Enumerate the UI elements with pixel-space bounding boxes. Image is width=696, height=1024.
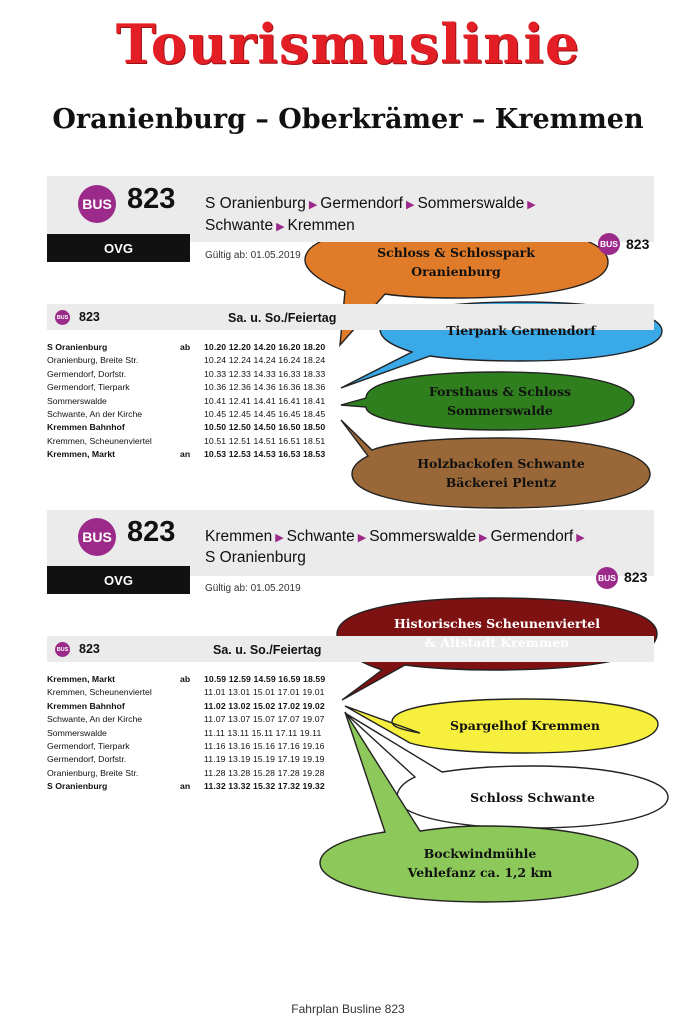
departure-times: 10.20 12.20 14.20 16.20 18.20: [204, 342, 326, 352]
departure-times: 10.45 12.45 14.45 16.45 18.45: [204, 409, 326, 419]
table-row: [47, 727, 347, 740]
bus-badge-small: BUS: [598, 233, 620, 255]
stop-name: Kremmen, Markt: [47, 674, 116, 684]
page-title: Tourismuslinie: [115, 12, 581, 76]
departure-times: 11.07 13.07 15.07 17.07 19.07: [204, 714, 325, 725]
table-row: [47, 354, 347, 367]
ab-an-label: an: [180, 781, 191, 792]
route-arrow-icon: ▶: [276, 221, 285, 233]
bubble-forsthaus: [372, 378, 628, 424]
stop-name: Schwante, An der Kirche: [47, 409, 143, 419]
bubble-text: Forsthaus & Schloss: [428, 384, 572, 399]
route-arrow-icon: ▶: [357, 532, 367, 544]
bubble-spargelhof: [400, 710, 650, 740]
route-line-2: [205, 547, 306, 569]
bus-badge-tiny: BUS: [55, 310, 70, 325]
bus-badge-small: BUS: [596, 567, 618, 589]
bubble-text: Schloss Schwante: [470, 789, 595, 805]
route-stop: Sommerswalde: [417, 195, 525, 212]
bubble-text: Sommerswalde: [447, 403, 553, 418]
valid-from: Gültig ab: 01.05.2019: [205, 250, 301, 261]
stop-name: Kremmen, Scheunenviertel: [47, 435, 152, 446]
table-row: [47, 421, 347, 434]
ab-an-label: ab: [180, 674, 191, 684]
table-row: [47, 395, 347, 408]
table-row: [47, 673, 347, 686]
departure-times: 10.50 12.50 14.50 16.50 18.50: [204, 422, 326, 433]
bus-badge: BUS: [78, 185, 116, 223]
route-arrow-icon: ▶: [527, 199, 536, 211]
departure-times: 11.19 13.19 15.19 17.19 19.19: [204, 754, 325, 765]
bus-number: 823: [127, 516, 176, 548]
stop-name: Germendorf, Tierpark: [47, 382, 130, 393]
departure-times: 11.11 13.11 15.11 17.11 19.11: [204, 727, 322, 738]
departure-times: 11.01 13.01 15.01 17.01 19.01: [204, 687, 325, 698]
departure-times: 10.59 12.59 14.59 16.59 18.59: [204, 674, 326, 684]
departure-times: 10.51 12.51 14.51 16.51 18.51: [204, 435, 326, 446]
bus-number-small: 823: [624, 569, 648, 585]
bubble-text: Schloss & Schlosspark: [377, 245, 535, 260]
stop-name: Oranienburg, Breite Str.: [47, 767, 139, 778]
bubble-text: & Altstadt Kremmen: [424, 635, 570, 650]
bubble-schloss-schwante: [405, 782, 660, 812]
route-stop: S Oranienburg: [205, 549, 306, 566]
departure-times: 11.28 13.28 15.28 17.28 19.28: [204, 767, 325, 778]
stop-name: Germendorf, Tierpark: [47, 741, 130, 751]
table-row: [47, 408, 347, 421]
stop-name: Kremmen Bahnhof: [47, 700, 125, 711]
bubble-text: Tierpark Germendorf: [446, 322, 596, 338]
table-bus-number: 823: [79, 310, 100, 324]
stop-name: Germendorf, Dorfstr.: [47, 754, 127, 765]
day-label: Sa. u. So./Feiertag: [213, 643, 322, 657]
table-row: [47, 381, 347, 394]
table-row: [47, 435, 347, 448]
route-stop: Kremmen: [205, 528, 273, 545]
stop-name: Kremmen, Markt: [47, 449, 116, 460]
route-line-1: [205, 526, 588, 549]
departure-times: 11.32 13.32 15.32 17.32 19.32: [204, 781, 325, 792]
route-arrow-icon: ▶: [479, 532, 488, 544]
table-row: [47, 368, 347, 381]
route-stop: Germendorf: [490, 528, 574, 545]
route-stop: Schwante: [286, 528, 355, 545]
bus-badge: BUS: [78, 518, 116, 556]
table-row: [47, 780, 347, 793]
table-row: [47, 341, 347, 354]
bus-number-small: 823: [626, 236, 650, 252]
bubble-bockwindmuehle: [330, 840, 630, 886]
departure-times: 10.53 12.53 14.53 16.53 18.53: [204, 449, 326, 460]
stop-name: Kremmen Bahnhof: [47, 422, 125, 433]
stop-name: Oranienburg, Breite Str.: [47, 355, 139, 366]
table-row: [47, 713, 347, 726]
stop-name: Germendorf, Dorfstr.: [47, 368, 127, 379]
stop-name: Sommerswalde: [47, 727, 107, 738]
stop-name: Schwante, An der Kirche: [47, 714, 143, 725]
page-subtitle: Oranienburg – Oberkrämer – Kremmen: [52, 104, 644, 135]
bubble-text: Holzbackofen Schwante: [417, 456, 585, 471]
bubble-schloss-oranienburg: [330, 235, 582, 289]
ab-an-label: an: [180, 449, 191, 460]
bubble-tierpark: [390, 315, 652, 345]
departure-times: 10.41 12.41 14.41 16.41 18.41: [204, 395, 326, 406]
bus-badge-tiny: BUS: [55, 642, 70, 657]
route-arrow-icon: ▶: [576, 532, 585, 544]
table-row: [47, 686, 347, 699]
departure-times: 10.24 12.24 14.24 16.24 18.24: [204, 355, 326, 366]
bubble-holzbackofen: [360, 450, 642, 496]
bus-number: 823: [127, 183, 176, 215]
ab-an-label: ab: [180, 342, 191, 352]
departure-times: 10.33 12.33 14.33 16.33 18.33: [204, 368, 326, 379]
stop-name: S Oranienburg: [47, 781, 108, 792]
table-row: [47, 448, 347, 461]
operator-label: OVG: [47, 234, 190, 262]
route-stop: Kremmen: [287, 217, 355, 234]
bubble-scheunenviertel: [345, 610, 649, 656]
bubble-text: Bockwindmühle: [423, 846, 537, 861]
route-arrow-icon: ▶: [308, 199, 318, 211]
table-bus-number: 823: [79, 642, 100, 656]
route-stop: Sommerswalde: [369, 528, 477, 545]
bubble-text: Vehlefanz ca. 1,2 km: [407, 865, 553, 880]
route-arrow-icon: ▶: [405, 199, 415, 211]
table-row: [47, 740, 347, 753]
table-row: [47, 753, 347, 766]
route-line-1: [205, 193, 539, 216]
table-row: [47, 700, 347, 713]
route-stop: Schwante: [205, 217, 274, 234]
departure-times: 11.16 13.16 15.16 17.16 19.16: [204, 741, 325, 751]
bubble-text: Oranienburg: [411, 264, 501, 279]
valid-from: Gültig ab: 01.05.2019: [205, 583, 301, 594]
stop-name: Sommerswalde: [47, 395, 107, 406]
bubble-text: Bäckerei Plentz: [445, 475, 557, 490]
route-arrow-icon: ▶: [275, 532, 284, 544]
departure-times: 10.36 12.36 14.36 16.36 18.36: [204, 382, 326, 393]
stop-name: Kremmen, Scheunenviertel: [47, 687, 152, 698]
route-stop: Germendorf: [320, 195, 403, 212]
table-row: [47, 767, 347, 780]
bubble-text: Historisches Scheunenviertel: [393, 616, 601, 631]
day-label: Sa. u. So./Feiertag: [228, 311, 337, 325]
departure-times: 11.02 13.02 15.02 17.02 19.02: [204, 700, 325, 711]
footer-caption: Fahrplan Busline 823: [291, 1002, 405, 1016]
operator-label: OVG: [47, 566, 190, 594]
bubble-text: Spargelhof Kremmen: [450, 717, 600, 733]
stop-name: S Oranienburg: [47, 342, 108, 352]
route-stop: S Oranienburg: [205, 195, 306, 212]
